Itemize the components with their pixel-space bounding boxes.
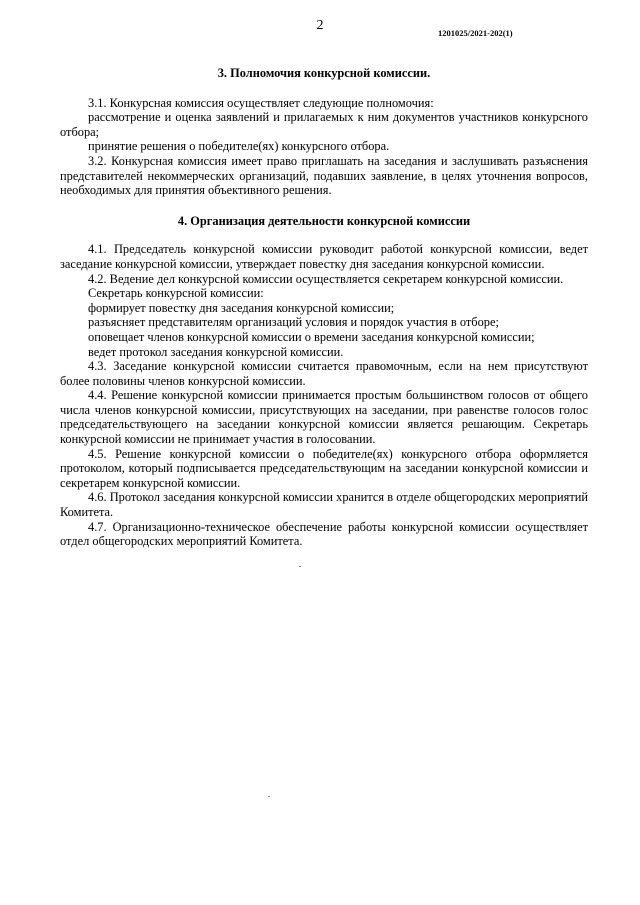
page-number: 2 (316, 18, 324, 33)
paragraph: формирует повестку дня заседания конкурсной комиссии; (88, 300, 395, 315)
paragraph: 4.2. Ведение дел конкурсной комиссии осуществляется секретарем конкурсной комиссии. (88, 271, 564, 286)
paragraph: 4.6. Протокол заседания конкурсной комиссии хранится в отделе общегородских мероприятий Комитета. (60, 490, 588, 520)
paragraph: ведет протокол заседания конкурсной комиссии. (88, 344, 344, 359)
document-code: 1201025/2021-202(1) (438, 28, 513, 38)
paragraph: разъясняет представителям организаций условия и порядок участия в отборе; (88, 315, 499, 330)
paragraph: 3.2. Конкурсная комиссия имеет право приглашать на заседания и заслушивать разъяснения представителей некоммерческих организаций, подавших заявление, в целях уточнения вопросов, необходимых для принятия объективного решения. (60, 153, 588, 198)
section-3-body (60, 96, 588, 198)
section-4-body (60, 242, 588, 548)
section-3-title: 3. Полномочия конкурсной комиссии. (217, 66, 431, 80)
paragraph: 4.4. Решение конкурсной комиссии принимается простым большинством голосов от общего числа членов конкурсной комиссии, присутствующих на заседании, при равенстве голосов голос председательствующего на заседании конкурсной комиссии является решающим. Секретарь конкурсной комиссии не принимает участия в голосовании. (60, 388, 588, 447)
paragraph: рассмотрение и оценка заявлений и прилагаемых к ним документов участников конкурсного отбора; (60, 110, 588, 139)
paragraph: принятие решения о победителе(ях) конкурсного отбора. (88, 139, 390, 154)
section-4-title: 4. Организация деятельности конкурсной комиссии (177, 213, 471, 228)
paragraph: Секретарь конкурсной комиссии: (88, 286, 264, 301)
paragraph: оповещает членов конкурсной комиссии о времени заседания конкурсной комиссии; (88, 329, 535, 344)
scan-speck (268, 796, 270, 797)
document-body (60, 66, 588, 549)
paragraph: 4.5. Решение конкурсной комиссии о победителе(ях) конкурсного отбора оформляется протоколом, который подписывается председательствующим на заседании конкурсной комиссии и секретарем конкурсной комиссии. (60, 446, 588, 490)
paragraph: 4.1. Председатель конкурсной комиссии руководит работой конкурсной комиссии, ведет заседание конкурсной комиссии, утверждает повестку дня заседания конкурсной комиссии. (60, 242, 588, 271)
paragraph: 3.1. Конкурсная комиссия осуществляет следующие полномочия: (88, 95, 434, 110)
paragraph: 4.7. Организационно-техническое обеспечение работы конкурсной комиссии осуществляет отдел общегородских мероприятий Комитета. (60, 519, 588, 549)
paragraph: 4.3. Заседание конкурсной комиссии считается правомочным, если на нем присутствуют более половины членов конкурсной комиссии. (60, 359, 588, 388)
scan-speck (299, 566, 301, 567)
